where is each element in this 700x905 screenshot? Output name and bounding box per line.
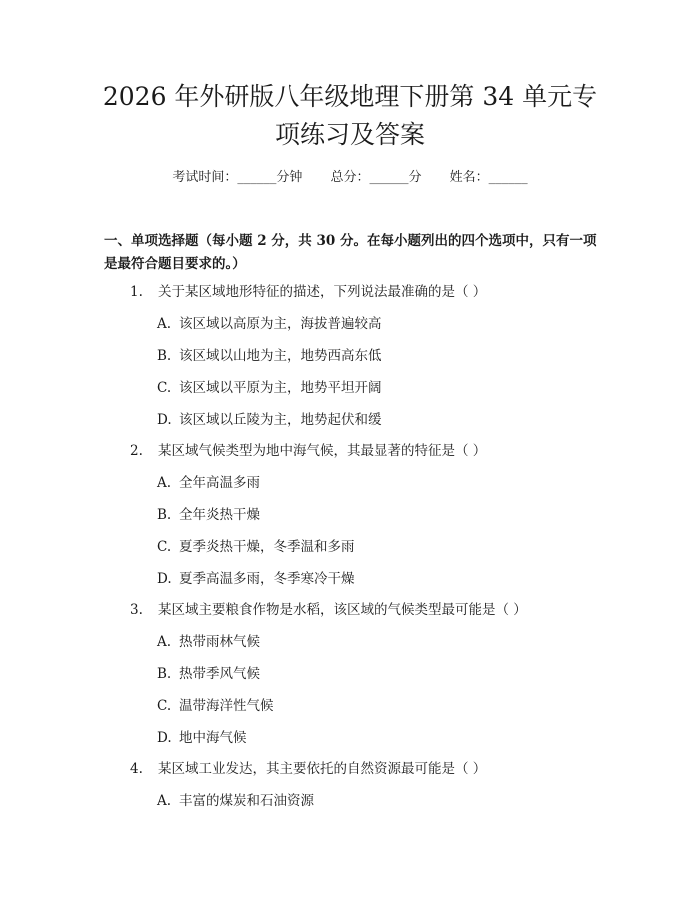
- exam-info: [0, 169, 700, 187]
- option-text: 热带季风气候: [179, 666, 260, 682]
- option-text: 夏季高温多雨，冬季寒冷干燥: [179, 571, 355, 587]
- option-1b: [157, 347, 382, 365]
- option-2d: [157, 570, 355, 588]
- option-text: 丰富的煤炭和石油资源: [179, 793, 314, 809]
- question-number: 1.: [130, 284, 143, 300]
- question-text: 某区域工业发达，其主要依托的自然资源最可能是（ ）: [158, 761, 487, 777]
- option-letter: B.: [157, 507, 172, 523]
- option-letter: C.: [157, 539, 172, 555]
- option-letter: C.: [157, 698, 172, 714]
- option-2b: [157, 506, 260, 524]
- option-text: 该区域以平原为主，地势平坦开阔: [179, 380, 382, 396]
- option-3d: [157, 729, 247, 747]
- option-text: 全年高温多雨: [179, 475, 260, 491]
- option-text: 该区域以丘陵为主，地势起伏和缓: [179, 412, 382, 428]
- option-2a: [157, 474, 260, 492]
- option-text: 地中海气候: [179, 730, 247, 746]
- option-text: 全年炎热干燥: [179, 507, 260, 523]
- option-letter: A.: [157, 316, 172, 332]
- option-3a: [157, 633, 260, 651]
- option-letter: D.: [157, 730, 172, 746]
- question-3: [130, 601, 527, 619]
- document-title: [40, 78, 660, 154]
- option-2c: [157, 538, 355, 556]
- question-text: 某区域主要粮食作物是水稻，该区域的气候类型最可能是（ ）: [158, 602, 527, 618]
- student-name-field: 姓名：______: [449, 170, 528, 185]
- title-line-1: 2026 年外研版八年级地理下册第 34 单元专: [102, 82, 598, 111]
- option-text: 该区域以山地为主，地势西高东低: [179, 348, 382, 364]
- question-number: 3.: [130, 602, 143, 618]
- question-number: 2.: [130, 443, 143, 459]
- question-4: [130, 760, 486, 778]
- option-text: 该区域以高原为主，海拔普遍较高: [179, 316, 382, 332]
- option-1c: [157, 379, 382, 397]
- question-number: 4.: [130, 761, 143, 777]
- option-letter: D.: [157, 571, 172, 587]
- option-letter: D.: [157, 412, 172, 428]
- option-letter: C.: [157, 380, 172, 396]
- option-text: 温带海洋性气候: [179, 698, 274, 714]
- total-score-field: 总分：______分: [330, 170, 422, 185]
- question-1: [130, 283, 486, 301]
- option-3b: [157, 665, 260, 683]
- question-text: 关于某区域地形特征的描述，下列说法最准确的是（ ）: [158, 284, 487, 300]
- option-1d: [157, 411, 382, 429]
- option-letter: B.: [157, 666, 172, 682]
- option-letter: B.: [157, 348, 172, 364]
- section-heading: 一、单项选择题（每小题 2 分，共 30 分。在每小题列出的四个选项中，只有一项是最符合题目要求的。）: [104, 233, 597, 272]
- question-2: [130, 442, 486, 460]
- option-letter: A.: [157, 793, 172, 809]
- option-text: 热带雨林气候: [179, 634, 260, 650]
- option-1a: [157, 315, 382, 333]
- option-4a: [157, 792, 314, 810]
- option-letter: A.: [157, 634, 172, 650]
- question-text: 某区域气候类型为地中海气候，其最显著的特征是（ ）: [158, 443, 487, 459]
- title-line-2: 项练习及答案: [274, 120, 425, 149]
- option-text: 夏季炎热干燥，冬季温和多雨: [179, 539, 355, 555]
- exam-time-field: 考试时间：______分钟: [172, 170, 303, 185]
- option-letter: A.: [157, 475, 172, 491]
- option-3c: [157, 697, 274, 715]
